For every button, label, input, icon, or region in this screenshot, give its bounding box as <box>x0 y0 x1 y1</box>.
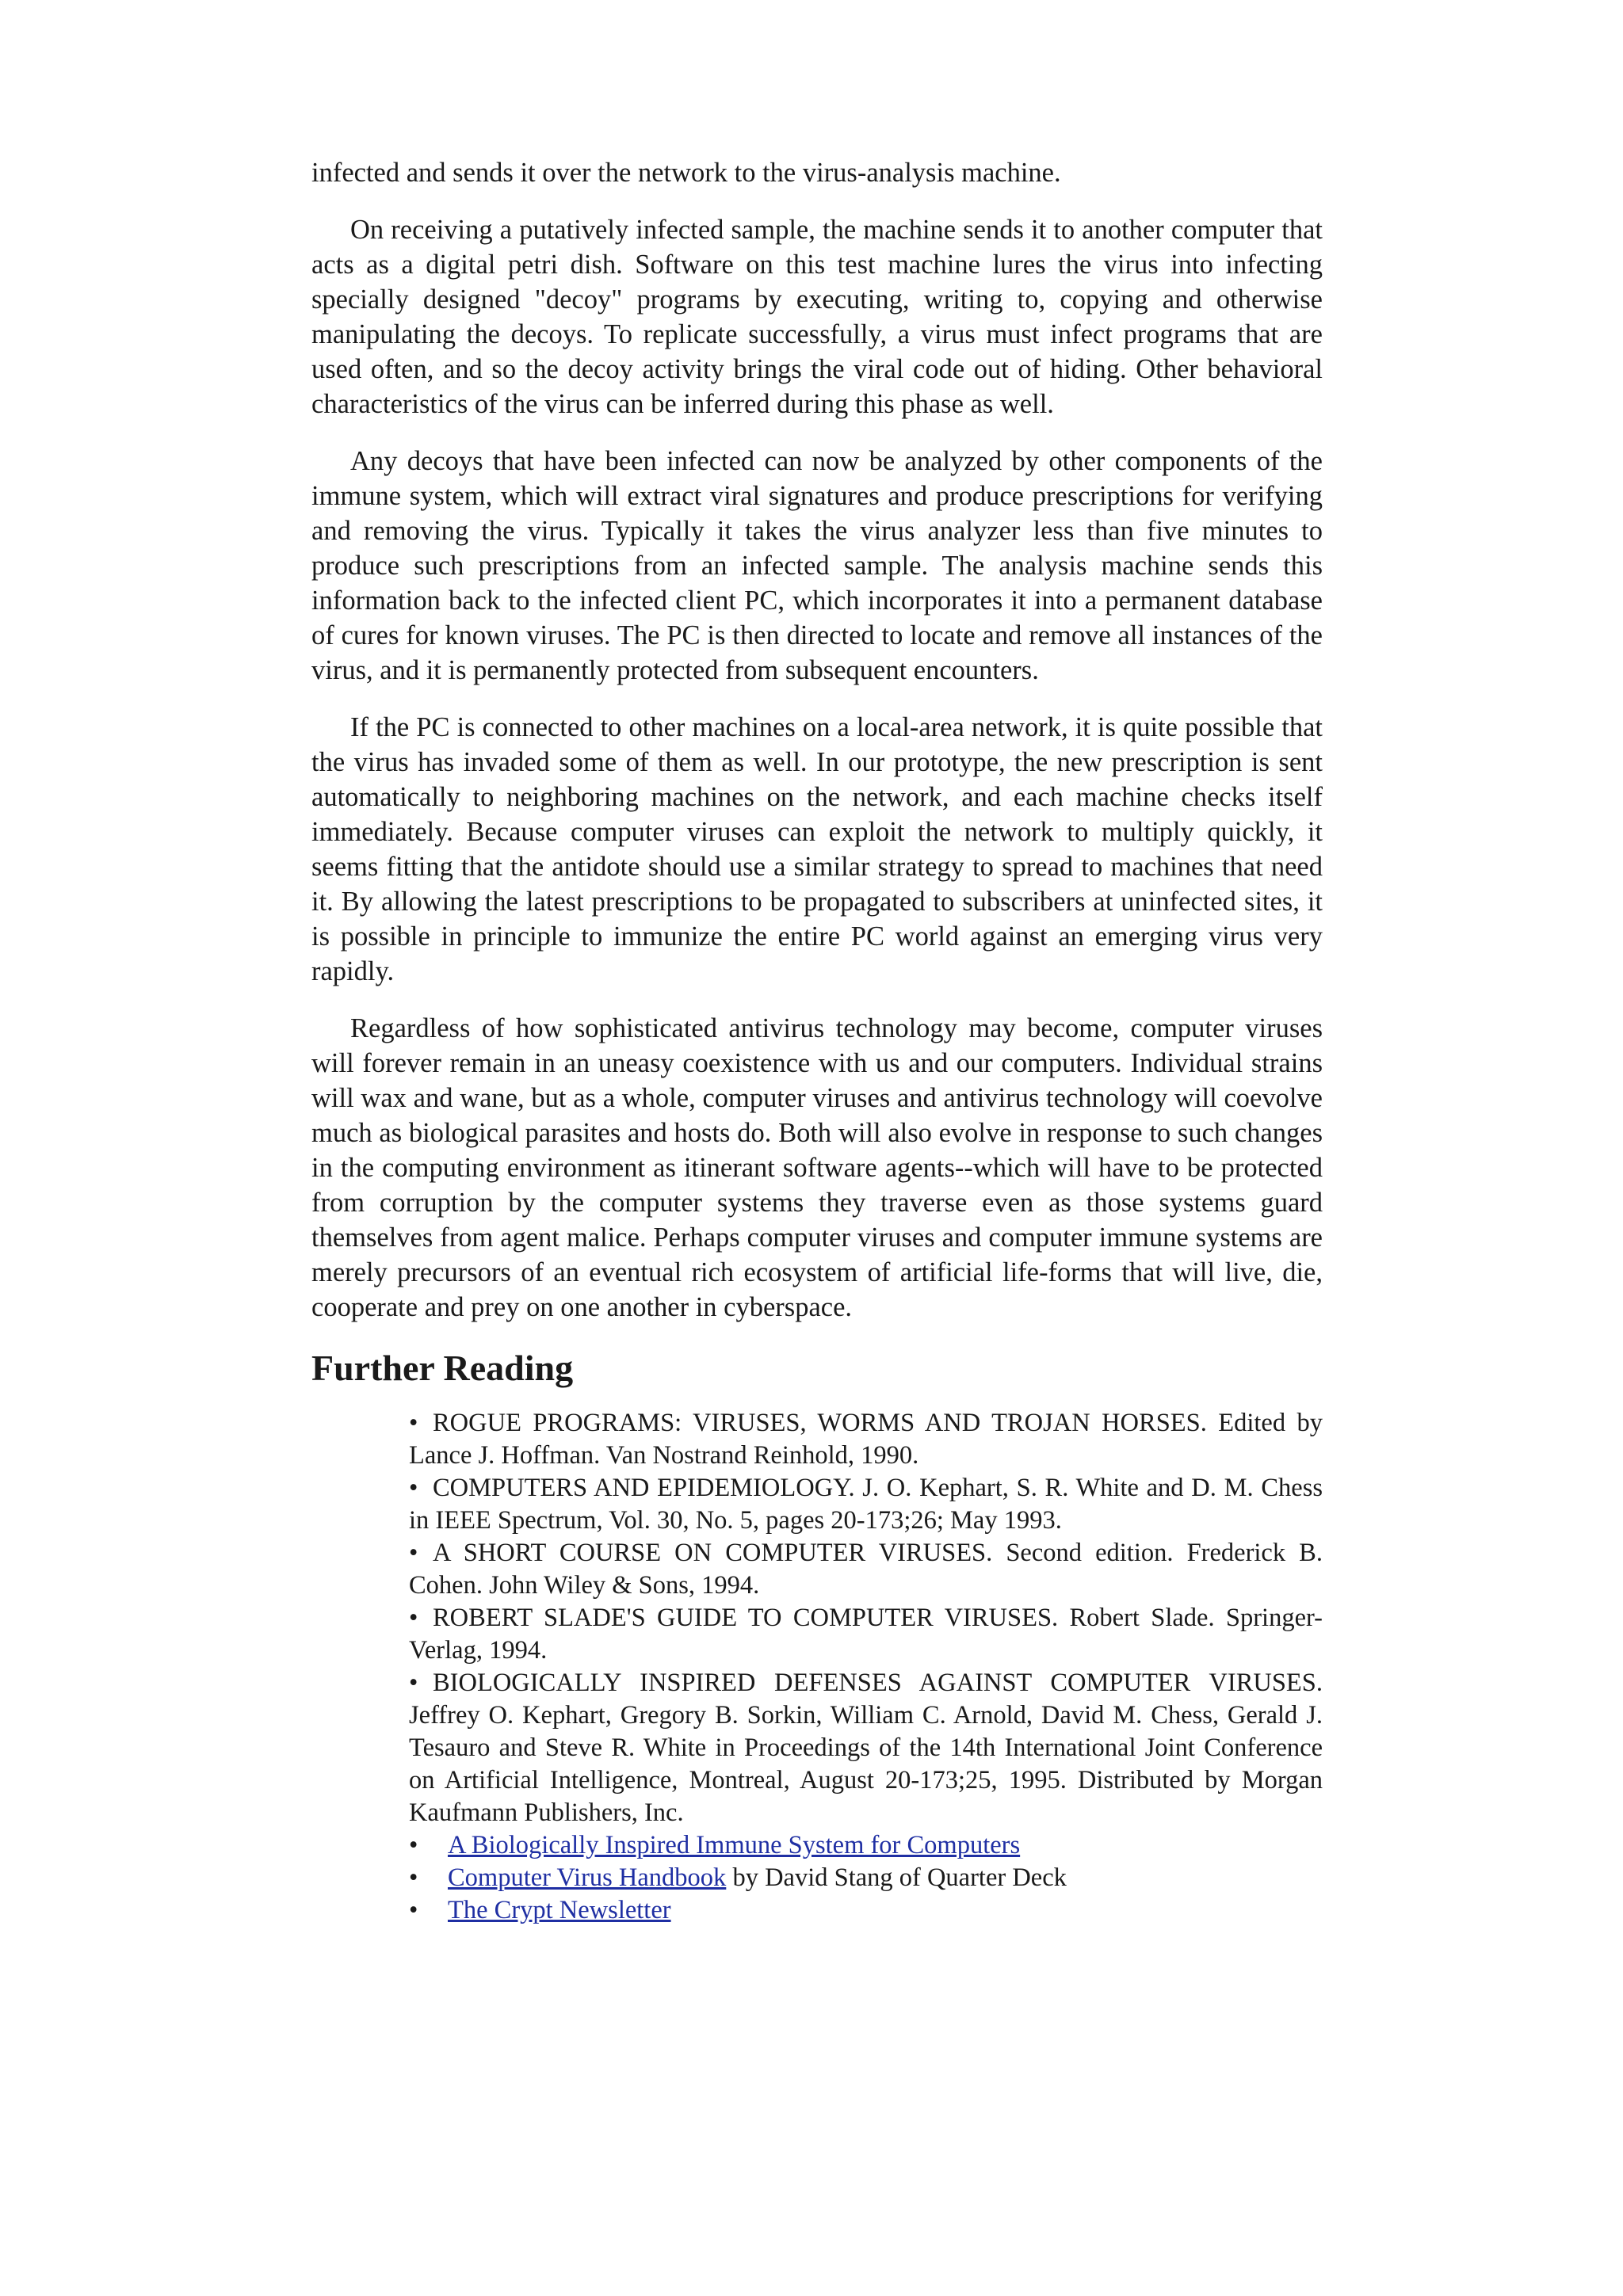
link-suffix: by David Stang of Quarter Deck <box>726 1863 1067 1892</box>
link-item <box>409 1894 1323 1927</box>
reference-item <box>409 1407 1323 1472</box>
bullet-marker: • <box>409 1539 418 1567</box>
bullet-marker: • <box>409 1896 418 1924</box>
reference-text: COMPUTERS AND EPIDEMIOLOGY. J. O. Kephart, S. R. White and D. M. Chess in IEEE Spectrum, Vol. 30, No. 5, pages 20-173;26; May 1993. <box>409 1474 1323 1535</box>
link-immune-system[interactable]: A Biologically Inspired Immune System for Computers <box>448 1831 1021 1859</box>
bullet-marker: • <box>409 1604 418 1632</box>
paragraph-conclusion: Regardless of how sophisticated antivirus technology may become, computer viruses will forever remain in an uneasy coexistence with us and our computers. Individual strains will wax and wane, but as a whole, computer viruses and antivirus technology will coevolve much as biological parasites and hosts do. Both will also evolve in response to such changes in the computing environment as itinerant software agents--which will have to be protected from corruption by the computer systems they traverse even as those systems guard themselves from agent malice. Perhaps computer viruses and computer immune systems are merely precursors of an eventual rich ecosystem of artificial life-forms that will live, die, cooperate and prey on one another in cyberspace. <box>311 1013 1323 1322</box>
bullet-marker: • <box>409 1409 418 1437</box>
paragraph-continuation: infected and sends it over the network to the virus-analysis machine. <box>311 158 1061 188</box>
reference-item <box>409 1472 1323 1537</box>
bullet-marker: • <box>409 1669 418 1697</box>
document-page <box>311 155 1323 1927</box>
bullet-marker: • <box>409 1863 418 1892</box>
link-crypt-newsletter[interactable]: The Crypt Newsletter <box>448 1896 671 1924</box>
paragraph-decoy-analysis: Any decoys that have been infected can now be analyzed by other components of the immune system, which will extract viral signatures and produce prescriptions for verifying and removing the virus. Typically it takes the virus analyzer less than five minutes to produce such prescriptions from an infected sample. The analysis machine sends this information back to the infected client PC, which incorporates it into a permanent database of cures for known viruses. The PC is then directed to locate and remove all instances of the virus, and it is permanently protected from subsequent encounters. <box>311 446 1323 685</box>
reference-item <box>409 1667 1323 1829</box>
reference-text: A SHORT COURSE ON COMPUTER VIRUSES. Second edition. Frederick B. Cohen. John Wiley & Sons, 1994. <box>409 1539 1323 1600</box>
bullet-marker: • <box>409 1831 418 1859</box>
reference-text: BIOLOGICALLY INSPIRED DEFENSES AGAINST COMPUTER VIRUSES. Jeffrey O. Kephart, Gregory B. Sorkin, William C. Arnold, David M. Chess, Gerald J. Tesauro and Steve R. White in Proceedings of the 14th International Joint Conference on Artificial Intelligence, Montreal, August 20-173;25, 1995. Distributed by Morgan Kaufmann Publishers, Inc. <box>409 1669 1323 1827</box>
link-item <box>409 1862 1323 1894</box>
reference-item <box>409 1537 1323 1602</box>
reference-text: ROBERT SLADE'S GUIDE TO COMPUTER VIRUSES. Robert Slade. Springer-Verlag, 1994. <box>409 1604 1323 1665</box>
reference-text: ROGUE PROGRAMS: VIRUSES, WORMS AND TROJAN HORSES. Edited by Lance J. Hoffman. Van Nostrand Reinhold, 1990. <box>409 1409 1323 1470</box>
link-virus-handbook[interactable]: Computer Virus Handbook <box>448 1863 727 1892</box>
link-item <box>409 1829 1323 1862</box>
paragraph-network-spread: If the PC is connected to other machines on a local-area network, it is quite possible that the virus has invaded some of them as well. In our prototype, the new prescription is sent automatically to neighboring machines on the network, and each machine checks itself immediately. Because computer viruses can exploit the network to multiply quickly, it seems fitting that the antidote should use a similar strategy to spread to machines that need it. By allowing the latest prescriptions to be propagated to subscribers at uninfected sites, it is possible in principle to immunize the entire PC world against an emerging virus very rapidly. <box>311 712 1323 986</box>
bullet-marker: • <box>409 1474 418 1502</box>
paragraph-decoy-testing: On receiving a putatively infected sample, the machine sends it to another computer that acts as a digital petri dish. Software on this test machine lures the virus into infecting specially designed "decoy" programs by executing, writing to, copying and otherwise manipulating the decoys. To replicate successfully, a virus must infect programs that are used often, and so the decoy activity brings the viral code out of hiding. Other behavioral characteristics of the virus can be inferred during this phase as well. <box>311 215 1323 419</box>
further-reading-heading: Further Reading <box>311 1348 574 1388</box>
further-reading-list <box>311 1407 1323 1927</box>
reference-item <box>409 1602 1323 1667</box>
